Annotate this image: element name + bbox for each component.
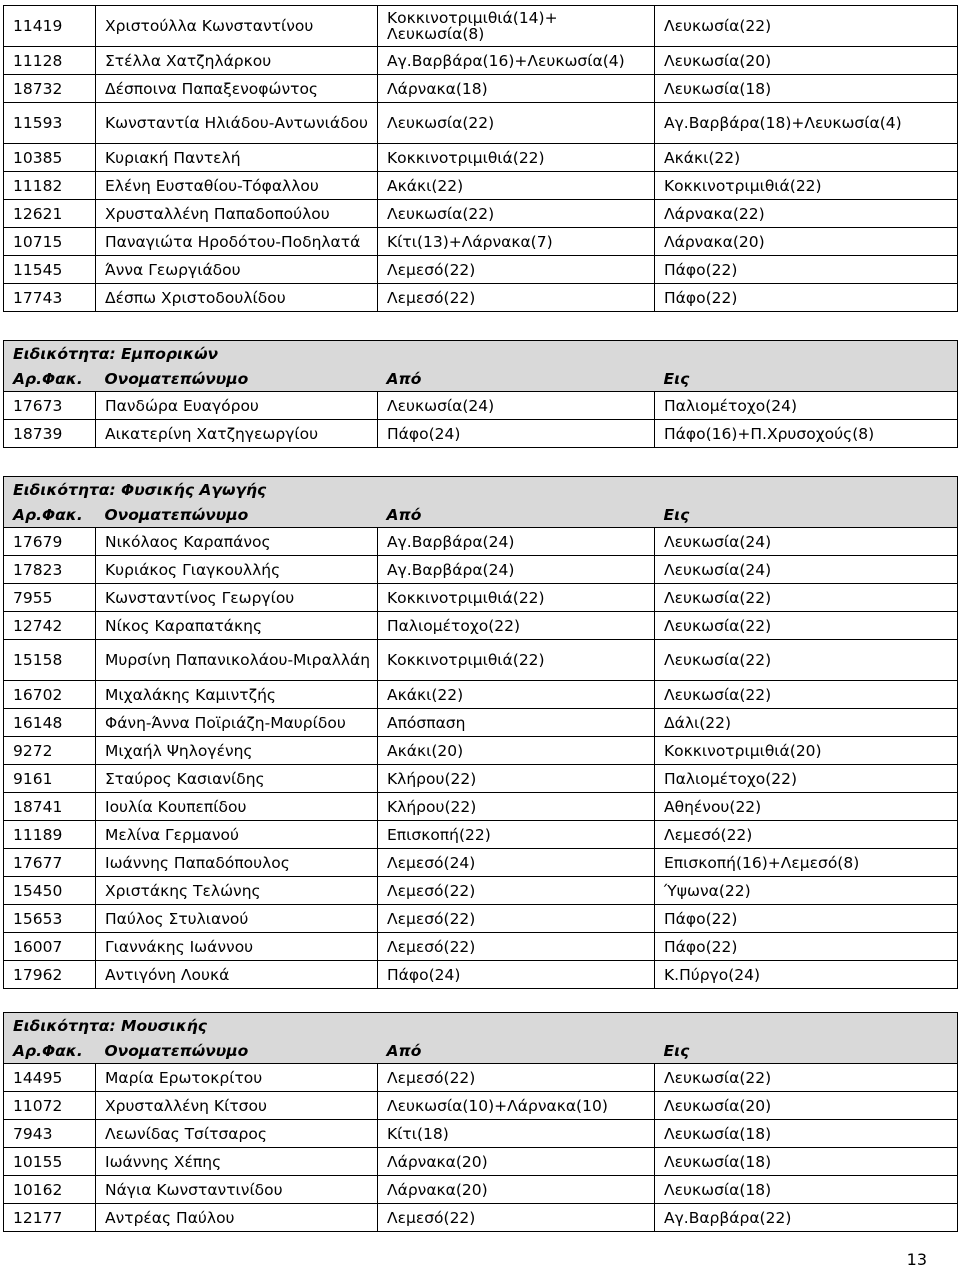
cell-name: Παύλος Στυλιανού — [96, 905, 378, 933]
table-row — [4, 640, 958, 681]
cell-from: Απόσπαση — [378, 709, 655, 737]
col-header-from: Από — [378, 367, 655, 392]
cell-name: Γιαννάκης Ιωάννου — [96, 933, 378, 961]
cell-name: Χριστούλλα Κωνσταντίνου — [96, 6, 378, 47]
cell-file: 16148 — [4, 709, 96, 737]
table-row — [4, 905, 958, 933]
cell-from: Λευκωσία(22) — [378, 200, 655, 228]
cell-file: 16007 — [4, 933, 96, 961]
cell-to: Λευκωσία(22) — [655, 6, 958, 47]
cell-from: Κίτι(18) — [378, 1120, 655, 1148]
cell-file: 15450 — [4, 877, 96, 905]
cell-to: Λευκωσία(18) — [655, 1120, 958, 1148]
table-row — [4, 75, 958, 103]
table-row — [4, 765, 958, 793]
table-body — [4, 528, 958, 989]
cell-from: Κοκκινοτριμιθιά(22) — [378, 144, 655, 172]
col-header-from: Από — [378, 503, 655, 528]
cell-file: 7955 — [4, 584, 96, 612]
cell-from: Λευκωσία(22) — [378, 103, 655, 144]
cell-name: Παναγιώτα Ηροδότου-Ποδηλατά — [96, 228, 378, 256]
cell-name: Πανδώρα Ευαγόρου — [96, 392, 378, 420]
cell-to: Λευκωσία(24) — [655, 556, 958, 584]
table-row — [4, 6, 958, 47]
cell-file: 7943 — [4, 1120, 96, 1148]
cell-file: 10155 — [4, 1148, 96, 1176]
section-music-table — [3, 1012, 958, 1232]
cell-file: 12621 — [4, 200, 96, 228]
cell-file: 11182 — [4, 172, 96, 200]
cell-to: Κ.Πύργο(24) — [655, 961, 958, 989]
cell-from: Λάρνακα(20) — [378, 1176, 655, 1204]
table-row — [4, 200, 958, 228]
cell-from: Λεμεσό(22) — [378, 284, 655, 312]
cell-from: Παλιομέτοχο(22) — [378, 612, 655, 640]
col-header-to: Εις — [655, 367, 958, 392]
cell-to: Λευκωσία(22) — [655, 1064, 958, 1092]
table-body — [4, 1064, 958, 1232]
col-header-name: Ονοματεπώνυμο — [96, 367, 378, 392]
cell-file: 11593 — [4, 103, 96, 144]
table-row — [4, 709, 958, 737]
table-body — [4, 6, 958, 312]
cell-file: 11545 — [4, 256, 96, 284]
cell-to: Αγ.Βαρβάρα(22) — [655, 1204, 958, 1232]
cell-name: Χριστάκης Τελώνης — [96, 877, 378, 905]
cell-name: Ιωάννης Χέπης — [96, 1148, 378, 1176]
cell-name: Φάνη-Άννα Ποϊριάζη-Μαυρίδου — [96, 709, 378, 737]
cell-from: Ακάκι(22) — [378, 681, 655, 709]
cell-file: 18741 — [4, 793, 96, 821]
cell-from: Λεμεσό(22) — [378, 933, 655, 961]
cell-file: 11072 — [4, 1092, 96, 1120]
cell-to: Λευκωσία(18) — [655, 75, 958, 103]
table-row — [4, 420, 958, 448]
cell-file: 15158 — [4, 640, 96, 681]
cell-file: 17823 — [4, 556, 96, 584]
cell-name: Μαρία Ερωτοκρίτου — [96, 1064, 378, 1092]
cell-file: 9161 — [4, 765, 96, 793]
cell-name: Χρυσταλλένη Παπαδοπούλου — [96, 200, 378, 228]
cell-file: 10385 — [4, 144, 96, 172]
cell-file: 11128 — [4, 47, 96, 75]
transfers-table-continued — [3, 5, 958, 312]
cell-file: 18739 — [4, 420, 96, 448]
cell-to: Αθηένου(22) — [655, 793, 958, 821]
cell-name: Λεωνίδας Τσίτσαρος — [96, 1120, 378, 1148]
table-row — [4, 1120, 958, 1148]
cell-from: Κλήρου(22) — [378, 793, 655, 821]
cell-to: Λευκωσία(18) — [655, 1176, 958, 1204]
cell-name: Χρυσταλλένη Κίτσου — [96, 1092, 378, 1120]
cell-from: Πάφο(24) — [378, 961, 655, 989]
cell-from: Κλήρου(22) — [378, 765, 655, 793]
table-row — [4, 737, 958, 765]
cell-from: Αγ.Βαρβάρα(16)+Λευκωσία(4) — [378, 47, 655, 75]
cell-to: Λευκωσία(22) — [655, 681, 958, 709]
table-row — [4, 103, 958, 144]
cell-to: Λευκωσία(24) — [655, 528, 958, 556]
cell-from: Επισκοπή(22) — [378, 821, 655, 849]
cell-file: 14495 — [4, 1064, 96, 1092]
cell-from: Λεμεσό(22) — [378, 877, 655, 905]
cell-to: Λευκωσία(18) — [655, 1148, 958, 1176]
cell-to: Ύψωνα(22) — [655, 877, 958, 905]
cell-from: Πάφο(24) — [378, 420, 655, 448]
cell-file: 10162 — [4, 1176, 96, 1204]
cell-file: 17743 — [4, 284, 96, 312]
cell-file: 15653 — [4, 905, 96, 933]
cell-name: Νάγια Κωνσταντινίδου — [96, 1176, 378, 1204]
cell-name: Κωνσταντία Ηλιάδου-Αντωνιάδου — [96, 103, 378, 144]
cell-from: Λεμεσό(22) — [378, 1204, 655, 1232]
cell-name: Μιχαήλ Ψηλογένης — [96, 737, 378, 765]
col-header-file: Αρ.Φακ. — [4, 1039, 96, 1064]
section-title: Ειδικότητα: Φυσικής Αγωγής — [4, 477, 958, 504]
cell-to: Δάλι(22) — [655, 709, 958, 737]
cell-from: Λεμεσό(22) — [378, 1064, 655, 1092]
cell-to: Κοκκινοτριμιθιά(20) — [655, 737, 958, 765]
cell-from: Κοκκινοτριμιθιά(22) — [378, 640, 655, 681]
table-body — [4, 392, 958, 448]
cell-from: Αγ.Βαρβάρα(24) — [378, 528, 655, 556]
table-row — [4, 961, 958, 989]
cell-to: Ακάκι(22) — [655, 144, 958, 172]
cell-from: Λευκωσία(10)+Λάρνακα(10) — [378, 1092, 655, 1120]
cell-to: Λευκωσία(20) — [655, 1092, 958, 1120]
cell-file: 18732 — [4, 75, 96, 103]
section-title: Ειδικότητα: Εμπορικών — [4, 341, 958, 368]
table-row — [4, 877, 958, 905]
cell-to: Αγ.Βαρβάρα(18)+Λευκωσία(4) — [655, 103, 958, 144]
col-header-to: Εις — [655, 503, 958, 528]
col-header-file: Αρ.Φακ. — [4, 367, 96, 392]
cell-name: Νίκος Καραπατάκης — [96, 612, 378, 640]
cell-to: Κοκκινοτριμιθιά(22) — [655, 172, 958, 200]
cell-name: Μιχαλάκης Καμιντζής — [96, 681, 378, 709]
cell-from: Κίτι(13)+Λάρνακα(7) — [378, 228, 655, 256]
cell-from: Λάρνακα(20) — [378, 1148, 655, 1176]
cell-name: Μυρσίνη Παπανικολάου-Μιραλλάη — [96, 640, 378, 681]
cell-file: 9272 — [4, 737, 96, 765]
cell-name: Άννα Γεωργιάδου — [96, 256, 378, 284]
table-row — [4, 528, 958, 556]
cell-from: Λευκωσία(24) — [378, 392, 655, 420]
table-row — [4, 933, 958, 961]
table-row — [4, 392, 958, 420]
cell-from: Κοκκινοτριμιθιά(22) — [378, 584, 655, 612]
page-number: 13 — [906, 1250, 927, 1269]
cell-to: Επισκοπή(16)+Λεμεσό(8) — [655, 849, 958, 877]
cell-from: Ακάκι(22) — [378, 172, 655, 200]
cell-to: Λευκωσία(22) — [655, 584, 958, 612]
table-row — [4, 612, 958, 640]
cell-name: Κυριακή Παντελή — [96, 144, 378, 172]
table-row — [4, 1176, 958, 1204]
table-row — [4, 1092, 958, 1120]
cell-name: Στέλλα Χατζηλάρκου — [96, 47, 378, 75]
cell-name: Αντρέας Παύλου — [96, 1204, 378, 1232]
table-row — [4, 228, 958, 256]
cell-name: Ελένη Ευσταθίου-Τόφαλλου — [96, 172, 378, 200]
cell-to: Λεμεσό(22) — [655, 821, 958, 849]
cell-name: Κωνσταντίνος Γεωργίου — [96, 584, 378, 612]
col-header-file: Αρ.Φακ. — [4, 503, 96, 528]
cell-to: Πάφο(16)+Π.Χρυσοχούς(8) — [655, 420, 958, 448]
cell-name: Δέσπω Χριστοδουλίδου — [96, 284, 378, 312]
cell-to: Πάφο(22) — [655, 284, 958, 312]
cell-from: Ακάκι(20) — [378, 737, 655, 765]
table-row — [4, 584, 958, 612]
cell-from: Λεμεσό(22) — [378, 905, 655, 933]
cell-name: Αικατερίνη Χατζηγεωργίου — [96, 420, 378, 448]
cell-name: Μελίνα Γερμανού — [96, 821, 378, 849]
cell-to: Παλιομέτοχο(24) — [655, 392, 958, 420]
cell-file: 17962 — [4, 961, 96, 989]
cell-to: Λευκωσία(20) — [655, 47, 958, 75]
section-pe-table — [3, 476, 958, 989]
col-header-name: Ονοματεπώνυμο — [96, 503, 378, 528]
cell-file: 12177 — [4, 1204, 96, 1232]
cell-to: Λευκωσία(22) — [655, 640, 958, 681]
table-row — [4, 1148, 958, 1176]
cell-name: Δέσποινα Παπαξενοφώντος — [96, 75, 378, 103]
table-row — [4, 256, 958, 284]
cell-to: Πάφο(22) — [655, 905, 958, 933]
cell-name: Αντιγόνη Λουκά — [96, 961, 378, 989]
table-row — [4, 172, 958, 200]
cell-to: Πάφο(22) — [655, 933, 958, 961]
table-row — [4, 1064, 958, 1092]
table-row — [4, 849, 958, 877]
section-commerce-table — [3, 340, 958, 448]
table-row — [4, 1204, 958, 1232]
cell-file: 17673 — [4, 392, 96, 420]
cell-name: Ιωάννης Παπαδόπουλος — [96, 849, 378, 877]
cell-from: Λεμεσό(22) — [378, 256, 655, 284]
cell-from: Κοκκινοτριμιθιά(14)+ Λευκωσία(8) — [378, 6, 655, 47]
cell-name: Σταύρος Κασιανίδης — [96, 765, 378, 793]
cell-to: Λευκωσία(22) — [655, 612, 958, 640]
table-row — [4, 144, 958, 172]
cell-file: 10715 — [4, 228, 96, 256]
cell-to: Λάρνακα(20) — [655, 228, 958, 256]
cell-name: Ιουλία Κουπεπίδου — [96, 793, 378, 821]
table-row — [4, 681, 958, 709]
cell-to: Λάρνακα(22) — [655, 200, 958, 228]
cell-file: 12742 — [4, 612, 96, 640]
table-row — [4, 284, 958, 312]
col-header-to: Εις — [655, 1039, 958, 1064]
col-header-from: Από — [378, 1039, 655, 1064]
table-row — [4, 47, 958, 75]
table-row — [4, 793, 958, 821]
cell-to: Πάφο(22) — [655, 256, 958, 284]
table-row — [4, 821, 958, 849]
table-row — [4, 556, 958, 584]
cell-file: 17679 — [4, 528, 96, 556]
cell-from: Αγ.Βαρβάρα(24) — [378, 556, 655, 584]
section-title: Ειδικότητα: Μουσικής — [4, 1013, 958, 1040]
cell-from: Λάρνακα(18) — [378, 75, 655, 103]
col-header-name: Ονοματεπώνυμο — [96, 1039, 378, 1064]
cell-from: Λεμεσό(24) — [378, 849, 655, 877]
cell-file: 11419 — [4, 6, 96, 47]
cell-file: 11189 — [4, 821, 96, 849]
cell-name: Κυριάκος Γιαγκουλλής — [96, 556, 378, 584]
cell-to: Παλιομέτοχο(22) — [655, 765, 958, 793]
cell-file: 17677 — [4, 849, 96, 877]
cell-name: Νικόλαος Καραπάνος — [96, 528, 378, 556]
cell-file: 16702 — [4, 681, 96, 709]
